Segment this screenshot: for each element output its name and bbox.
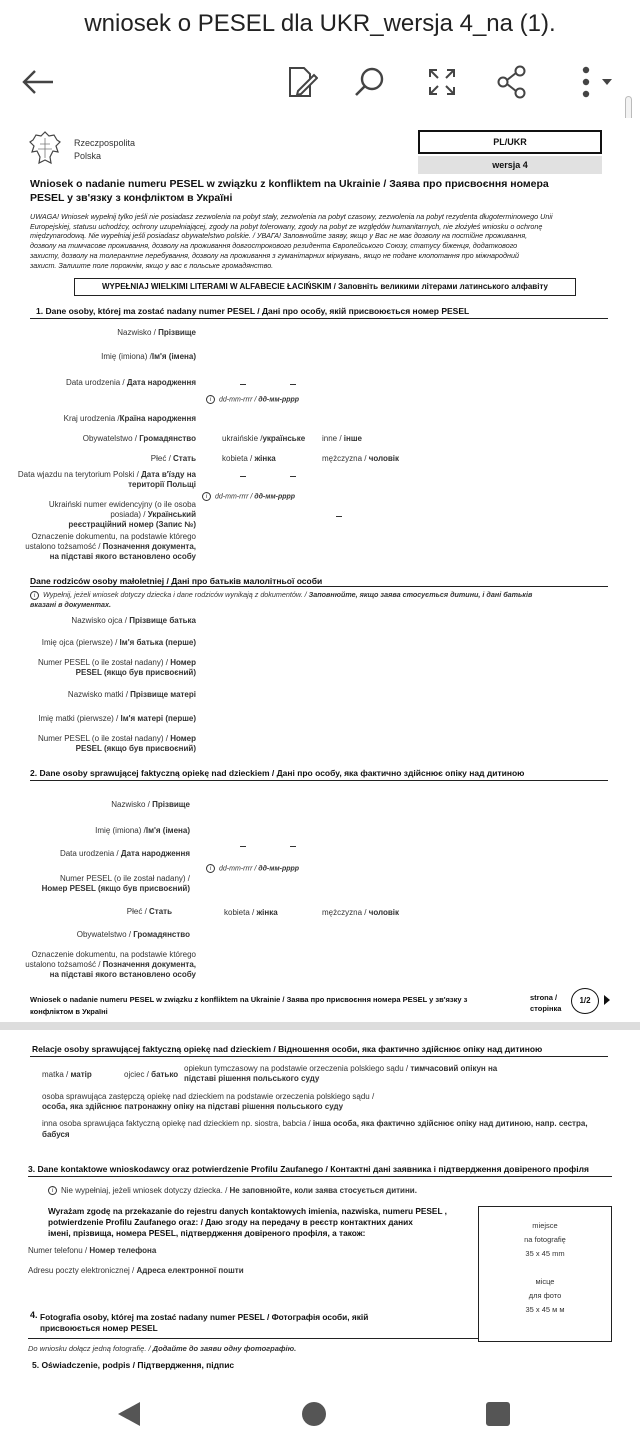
ukrainian-option[interactable]: ukraińskie /українське: [222, 434, 306, 443]
guardian-id-document-label: Oznaczenie dokumentu, na podstawie którego ustalono tożsamość / Позначення документа, на підставі якого встановлено особу: [25, 950, 196, 979]
birth-date-label: Data urodzenia / Дата народження: [65, 378, 196, 387]
form-title-2: PESEL у зв'язку з конфліктом в Україні: [30, 192, 233, 204]
sex-label: Płeć / Стать: [150, 454, 196, 463]
search-button[interactable]: [350, 62, 390, 102]
section-divider: [30, 1056, 608, 1057]
photo-placeholder: miejsce na fotografię 35 x 45 mm місце для фото 35 x 45 м м: [478, 1206, 612, 1342]
info-icon: i: [202, 492, 211, 501]
back-arrow-icon: [21, 68, 55, 96]
section-2-title: 2. Dane osoby sprawującej faktyczną opiekę nad dzieckiem / Дані про особу, яка фактично здійснює опіку над дитиною: [30, 768, 525, 778]
fullscreen-icon: [426, 66, 458, 98]
mother-pesel-label: Numer PESEL (o ile został nadany) / Номер PESEL (якщо був присвоєний): [37, 734, 196, 753]
father-option[interactable]: ojciec / батько: [124, 1070, 179, 1079]
date-separator: [240, 384, 246, 385]
father-surname-label: Nazwisko ojca / Прізвище батька: [71, 616, 196, 625]
citizenship-label: Obywatelstwo / Громадянство: [82, 434, 196, 443]
guardian-pesel-label: Numer PESEL (o ile został nadany) / Номер PESEL (якщо був присвоєний): [41, 874, 190, 893]
system-nav-bar: [0, 1384, 640, 1440]
next-page-arrow-icon[interactable]: [603, 994, 611, 1006]
other-guardian-option[interactable]: inna osoba sprawująca faktyczną opiekę nad dzieckiem np. siostra, babcia / інша особа, яка фактично здійснює опіку над дитиною, напр. сестра, бабуся: [42, 1119, 588, 1139]
section-1-title: 1. Dane osoby, której ma zostać nadany numer PESEL / Дані про особу, якій присвоюється номер PESEL: [36, 306, 470, 316]
document-page-1: [0, 118, 640, 1020]
uppercase-instruction: WYPEŁNIAJ WIELKIMI LITERAMI W ALFABECIE ŁACIŃSKIM / Заповніть великими літерами латинського алфавіту: [74, 278, 576, 296]
eagle-emblem-icon: [28, 130, 62, 168]
info-icon: i: [48, 1186, 57, 1195]
date-separator: [240, 476, 246, 477]
guardian-birth-date-label: Data urodzenia / Дата народження: [59, 849, 190, 858]
guardian-female-option[interactable]: kobieta / жінка: [224, 908, 278, 917]
guardian-surname-label: Nazwisko / Прізвище: [111, 800, 190, 809]
father-name-label: Imię ojca (pierwsze) / Ім'я батька (перше): [41, 638, 196, 647]
guardian-sex-label: Płeć / Стать: [126, 907, 172, 916]
page-footer: Wniosek o nadanie numeru PESEL w związku z konfliktem na Ukrainie / Заява про присвоєння номера PESEL у зв'язку з конфліктом в Україні: [30, 995, 468, 1016]
search-icon: [353, 65, 387, 99]
section-4-number: 4.: [30, 1310, 38, 1320]
foster-option[interactable]: osoba sprawująca zastępczą opiekę nad dzieckiem na podstawie orzeczenia polskiego sądu / особа, яка здійснює патронажну опіку на підставі рішення польського суду: [42, 1092, 375, 1111]
section-divider: [30, 586, 608, 587]
more-vert-icon: [574, 65, 618, 99]
warning-text: UWAGA! Wniosek wypełnij tylko jeśli nie posiadasz zezwolenia na pobyt stały, zezwolenia na pobyt czasowy, zezwolenia na pobyt rezydenta długoterminowego Unii Europejskiej, statusu uchodźcy, ochrony uzupełniającej, zgody na pobyt tolerowany, zgody na pobyt ze względów humanitarnych, nie złożyłeś wniosku o ochronę międzynarodową. Nie wypełniaj jeśli posiadasz obywatelstwo polskie. / УВАГА! Заповнюйте заяву, якщо у Вас не має дозволу на постійне проживання, дозволу на тимчасове проживання, дозволу на проживання довгострокового резидента Європейського Союзу, статусу біженця, додаткового захисту, дозволу на толерантне перебування, дозволу на проживання з гуманітарних міркувань, якщо не подане клопотання про міжнародний захист. Залиште поле порожнім, якщо у вас є польське громадянство.: [30, 212, 553, 270]
app-bar: [0, 0, 640, 120]
country-name: Rzeczpospolita: [74, 138, 136, 148]
first-name-label: Imię (imiona) /Ім'я (імена): [101, 352, 196, 361]
edit-button[interactable]: [282, 62, 322, 102]
mother-option[interactable]: matka / матір: [42, 1070, 92, 1079]
section-divider: [30, 318, 608, 319]
parents-note: i Wypełnij, jeżeli wniosek dotyczy dziecka i dane rodziców wynikają z dokumentów. / Заповнюйте, якщо заява стосується дитини, і дані батьків вказані в документах.: [30, 590, 533, 609]
country-name-2: Polska: [74, 151, 102, 161]
info-icon: i: [206, 395, 215, 404]
info-icon: i: [206, 864, 215, 873]
date-separator: [290, 384, 296, 385]
female-option[interactable]: kobieta / жінка: [222, 454, 276, 463]
section-divider: [28, 1176, 612, 1177]
page-label: strona / сторінка: [530, 993, 562, 1013]
fullscreen-button[interactable]: [422, 62, 462, 102]
page-number-badge: 1/2: [571, 988, 599, 1014]
date-separator: [290, 846, 296, 847]
form-title: Wniosek o nadanie numeru PESEL w związku z konfliktem na Ukrainie / Заява про присвоєння номера: [30, 178, 549, 190]
date-separator: [290, 476, 296, 477]
edit-icon: [286, 65, 318, 99]
back-button[interactable]: [18, 62, 58, 102]
share-icon: [496, 65, 528, 99]
date-separator: [240, 846, 246, 847]
mother-surname-label: Nazwisko matki / Прізвище матері: [67, 690, 196, 699]
section-3-title: 3. Dane kontaktowe wnioskodawcy oraz potwierdzenie Profilu Zaufanego / Контактні дані заявника і підтвердження довіреного профіля: [28, 1164, 589, 1174]
relation-section-title: Relacje osoby sprawującej faktyczną opiekę nad dzieckiem / Відношення особи, яка фактично здійснює опіку над дитиною: [32, 1044, 543, 1054]
entry-date-label: Data wjazdu na terytorium Polski / Дата в'їзду на території Польщі: [17, 470, 196, 489]
document-page-2: [0, 1030, 640, 1380]
temp-guardian-option[interactable]: opiekun tymczasowy na podstawie orzeczenia polskiego sądu / тимчасовий опікун на підставі рішення польського суду: [184, 1064, 498, 1083]
male-option[interactable]: mężczyzna / чоловік: [322, 454, 400, 463]
share-button[interactable]: [492, 62, 532, 102]
guardian-name-label: Imię (imiona) /Ім'я (імена): [95, 826, 190, 835]
more-button[interactable]: [572, 62, 620, 102]
nav-back-icon[interactable]: [116, 1400, 142, 1428]
contact-note: i Nie wypełniaj, jeżeli wniosek dotyczy dziecka. / Не заповнюйте, коли заява стосується дитини.: [48, 1186, 417, 1195]
consent-text: Wyrażam zgodę na przekazanie do rejestru danych kontaktowych imienia, nazwiska, numeru PESEL , potwierdzenie Profilu Zaufanego oraz: / Даю згоду на передачу в реєстр контактних даних імені, прізвища, номера PESEL, підтвердження довіреного профіля, а також:: [48, 1206, 447, 1238]
section-divider: [30, 780, 608, 781]
nav-home-icon[interactable]: [301, 1401, 327, 1427]
date-format-hint: i dd-mm-rrrr / дд-мм-рррр: [206, 395, 299, 404]
mother-name-label: Imię matki (pierwsze) / Ім'я матері (перше): [38, 714, 196, 723]
section-5-title: 5. Oświadczenie, podpis / Підтвердження, підпис: [32, 1360, 235, 1370]
other-citizenship-option[interactable]: inne / інше: [322, 434, 362, 443]
version-badge: wersja 4: [418, 156, 602, 174]
father-pesel-label: Numer PESEL (o ile został nadany) / Номер PESEL (якщо був присвоєний): [37, 658, 196, 677]
info-icon: i: [30, 591, 39, 600]
birth-country-label: Kraj urodzenia /Країна народження: [63, 414, 196, 423]
photo-note: Do wniosku dołącz jedną fotografię. / Додайте до заяви одну фотографію.: [28, 1344, 297, 1353]
nav-recents-icon[interactable]: [485, 1401, 511, 1427]
email-label: Adresu poczty elektronicznej / Адреса електронної пошти: [28, 1266, 244, 1275]
guardian-citizenship-label: Obywatelstwo / Громадянство: [76, 930, 190, 939]
section-divider: [28, 1338, 478, 1339]
phone-label: Numer telefonu / Номер телефона: [28, 1246, 157, 1255]
document-title: wniosek o PESEL dla UKR_wersja 4_na (1).: [84, 10, 556, 37]
guardian-male-option[interactable]: mężczyzna / чоловік: [322, 908, 400, 917]
parents-section-title: Dane rodziców osoby małoletniej / Дані про батьків малолітньої особи: [30, 576, 323, 586]
guardian-date-hint: i dd-mm-rrrr / дд-мм-рррр: [206, 864, 299, 873]
id-document-label: Oznaczenie dokumentu, na podstawie którego ustalono tożsamość / Позначення документа, на підставі якого встановлено особу: [25, 532, 196, 561]
ukr-registry-label: Ukraiński numer ewidencyjny (o ile osoba posiada) / Український реєстраційний номер (Запис №): [48, 500, 196, 529]
entry-date-hint: i dd-mm-rrrr / дд-мм-рррр: [202, 492, 295, 501]
form-code-box: PL/UKR: [418, 130, 602, 154]
section-4-title: Fotografia osoby, której ma zostać nadany numer PESEL / Фотографія особи, якій присвоюється номер PESEL: [40, 1312, 369, 1333]
surname-label: Nazwisko / Прізвище: [117, 328, 196, 337]
registry-separator: [336, 516, 342, 517]
